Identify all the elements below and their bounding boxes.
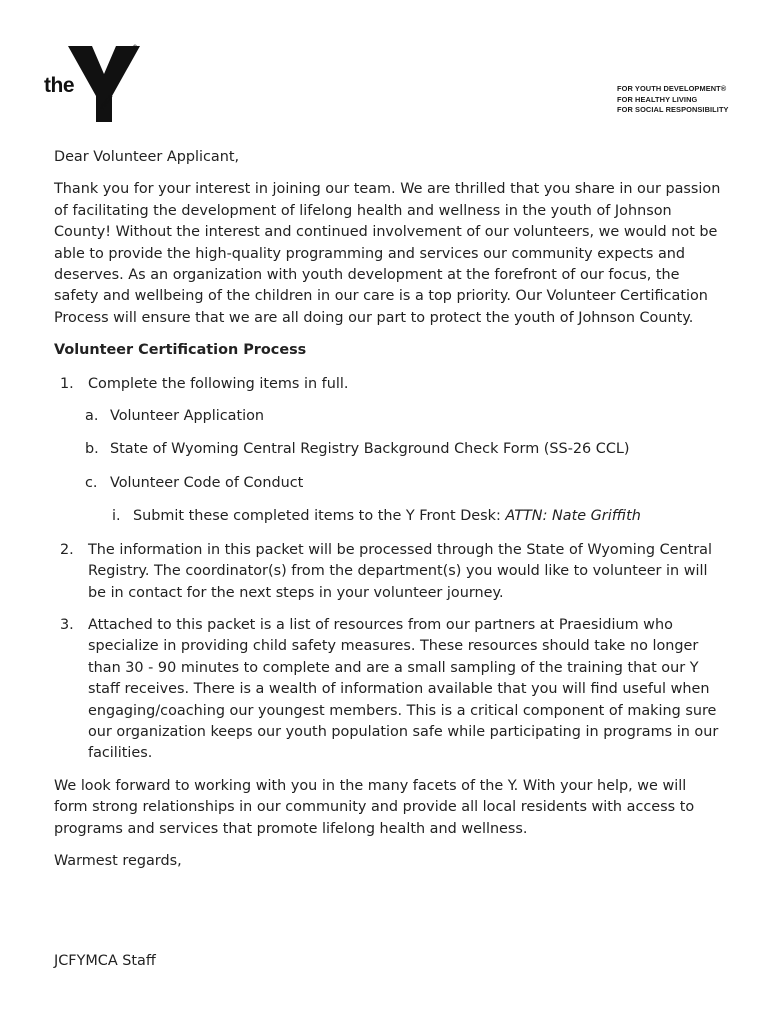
sub-substep-item: [54, 506, 722, 527]
attn-note: ATTN: Nate Griffith: [505, 508, 641, 525]
intro-paragraph: Thank you for your interest in joining our team. We are thrilled that you share in our passion of facilitating the development of lifelong health and wellness in the youth of Johnson County! Without the interest and continued involvement of our volunteers, we would not be able to provide the high-quality programming and services our community expects and deserves. As an organization with youth development at the forefront of our focus, the safety and wellbeing of the children in our care is a top priority. Our Volunteer Certification Process will ensure that we are all doing our part to protect the youth of Johnson County.: [54, 181, 721, 326]
logo-registered-mark: ®: [132, 44, 138, 51]
step-text: Attached to this packet is a list of resources from our partners at Praesidium who specialize in providing child safety measures. These resources should take no longer than 30 - 90 minutes to complete and are a small sampling of the training that our Y staff receives. There is a wealth of information available that you will find useful when engaging/coaching our youngest members. This is a critical component of making sure our organization keeps our youth population safe while participating in programs in our facilities.: [88, 616, 719, 762]
steps-list: [54, 374, 722, 765]
letter-body: [54, 147, 722, 872]
substep-item: [54, 473, 722, 494]
ymca-tagline: [617, 84, 757, 116]
tagline-line: FOR YOUTH DEVELOPMENT®: [617, 84, 727, 93]
substep-letter: c.: [85, 474, 98, 491]
logo-ymca-text: YMCA: [99, 94, 115, 112]
ymca-logo: [44, 44, 140, 122]
closing-paragraph: We look forward to working with you in the many facets of the Y. With your help, we will form strong relationships in our community and provide all local residents with access to programs and services that promote lifelong health and wellness.: [54, 777, 695, 837]
substep-text: Volunteer Code of Conduct: [110, 474, 304, 491]
substep-item: [54, 406, 722, 427]
step-number: 1.: [60, 375, 74, 392]
tagline-line: FOR SOCIAL RESPONSIBILITY: [617, 105, 729, 114]
step-text: Complete the following items in full.: [88, 375, 349, 392]
substep-text: State of Wyoming Central Registry Background Check Form (SS-26 CCL): [110, 441, 630, 458]
greeting: Dear Volunteer Applicant,: [54, 149, 240, 165]
regards-line: Warmest regards,: [54, 852, 182, 869]
step-item: [54, 540, 722, 604]
step-number: 2.: [60, 541, 74, 558]
step-item: [54, 374, 722, 395]
process-heading: Volunteer Certification Process: [54, 342, 307, 359]
substep-text: Volunteer Application: [110, 408, 265, 425]
logo-the-text: the: [44, 74, 74, 97]
substep-item: [54, 439, 722, 460]
step-text: The information in this packet will be processed through the State of Wyoming Central Registry. The coordinator(s) from the department(s) you would like to volunteer in will be in contact for the next steps in your volunteer journey.: [88, 541, 712, 601]
substep-letter: b.: [85, 441, 99, 458]
substep-letter: a.: [85, 408, 99, 425]
sub-substep-text: Submit these completed items to the Y Front Desk:: [133, 508, 506, 525]
step-item: [54, 615, 722, 765]
sub-substep-numeral: i.: [112, 508, 121, 525]
signature: JCFYMCA Staff: [54, 953, 156, 969]
tagline-line: FOR HEALTHY LIVING: [617, 94, 698, 104]
step-number: 3.: [60, 616, 74, 633]
